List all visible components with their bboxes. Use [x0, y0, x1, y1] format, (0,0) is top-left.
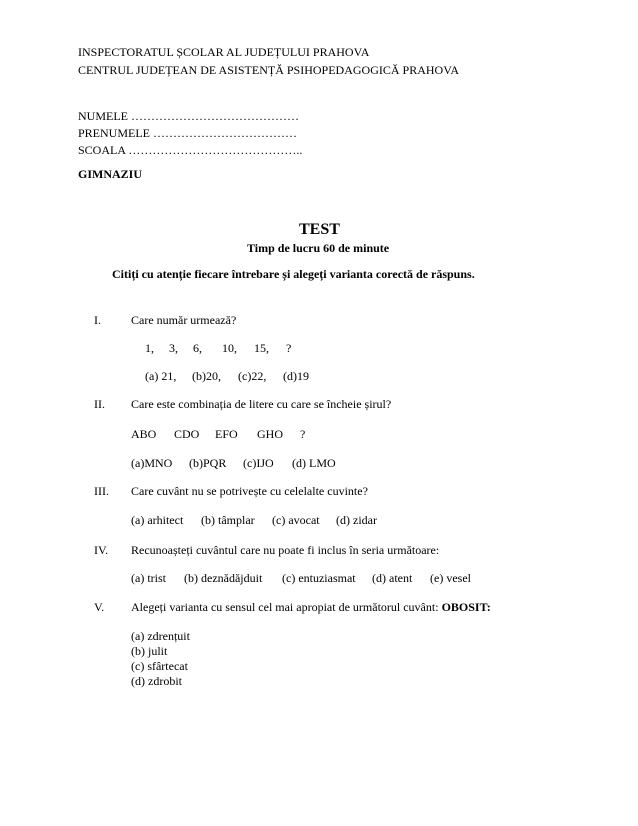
question-numeral: III.: [94, 484, 109, 498]
answer-option: (b)PQR: [189, 456, 227, 470]
question-keyword: OBOSIT:: [441, 600, 491, 614]
sequence-item: 15,: [254, 341, 269, 355]
answer-option: (c) entuziasmat: [282, 571, 356, 585]
answer-option: (e) vesel: [430, 571, 471, 585]
question-text: Recunoașteți cuvântul care nu poate fi inclus în seria următoare:: [131, 543, 440, 557]
field-prenumele: PRENUMELE ………………………………: [78, 126, 297, 140]
answer-option: (a) 21,: [145, 369, 177, 383]
field-scoala: SCOALA ……………………………………..: [78, 143, 303, 157]
sequence-item: 3,: [169, 341, 178, 355]
answer-option: (c) avocat: [272, 513, 320, 527]
header-line-2: CENTRUL JUDEȚEAN DE ASISTENȚĂ PSIHOPEDAGOGICĂ PRAHOVA: [78, 63, 460, 77]
question-text-body: Alegeți varianta cu sensul cel mai apropiat de următorul cuvânt:: [131, 600, 442, 614]
answer-option: (a)MNO: [131, 456, 173, 470]
level-label: GIMNAZIU: [78, 167, 143, 181]
sequence-item: EFO: [215, 427, 238, 441]
answer-option: (b)20,: [192, 369, 221, 383]
answer-option: (d) LMO: [292, 456, 336, 470]
answer-option: (a) zdrențuit: [131, 629, 190, 643]
answer-option: (b) julit: [131, 644, 168, 658]
sequence-item: 1,: [145, 341, 154, 355]
test-title: TEST: [299, 221, 340, 238]
answer-option: (c) sfârtecat: [131, 659, 188, 673]
sequence-item: 10,: [222, 341, 237, 355]
answer-option: (d) atent: [372, 571, 413, 585]
question-numeral: IV.: [94, 543, 109, 557]
test-instruction: Citiți cu atenție fiecare întrebare și alegeți varianta corectă de răspuns.: [112, 267, 475, 281]
field-numele: NUMELE ……………………………………: [78, 109, 299, 123]
question-text: [131, 601, 491, 613]
sequence-item: ?: [300, 427, 306, 441]
header-line-1: INSPECTORATUL ȘCOLAR AL JUDEȚULUI PRAHOVA: [78, 45, 370, 59]
question-text: Care număr urmează?: [131, 313, 237, 327]
sequence-item: 6,: [193, 341, 202, 355]
question-text: Care cuvânt nu se potrivește cu celelalte cuvinte?: [131, 484, 368, 498]
question-numeral: V.: [94, 600, 105, 614]
answer-option: (b) tâmplar: [201, 513, 255, 527]
answer-option: (d)19: [283, 369, 309, 383]
sequence-item: ?: [286, 341, 292, 355]
sequence-item: CDO: [174, 427, 200, 441]
question-text: Care este combinația de litere cu care se încheie șirul?: [131, 397, 392, 411]
answer-option: (b) deznădăjduit: [184, 571, 263, 585]
answer-option: (c)IJO: [243, 456, 274, 470]
answer-option: (d) zdrobit: [131, 674, 182, 688]
test-subtitle: Timp de lucru 60 de minute: [247, 241, 390, 255]
answer-option: (d) zidar: [336, 513, 377, 527]
answer-option: (a) arhitect: [131, 513, 184, 527]
question-numeral: II.: [94, 397, 105, 411]
answer-option: (c)22,: [238, 369, 267, 383]
sequence-item: ABO: [131, 427, 157, 441]
answer-option: (a) trist: [131, 571, 166, 585]
sequence-item: GHO: [257, 427, 283, 441]
question-numeral: I.: [94, 313, 101, 327]
